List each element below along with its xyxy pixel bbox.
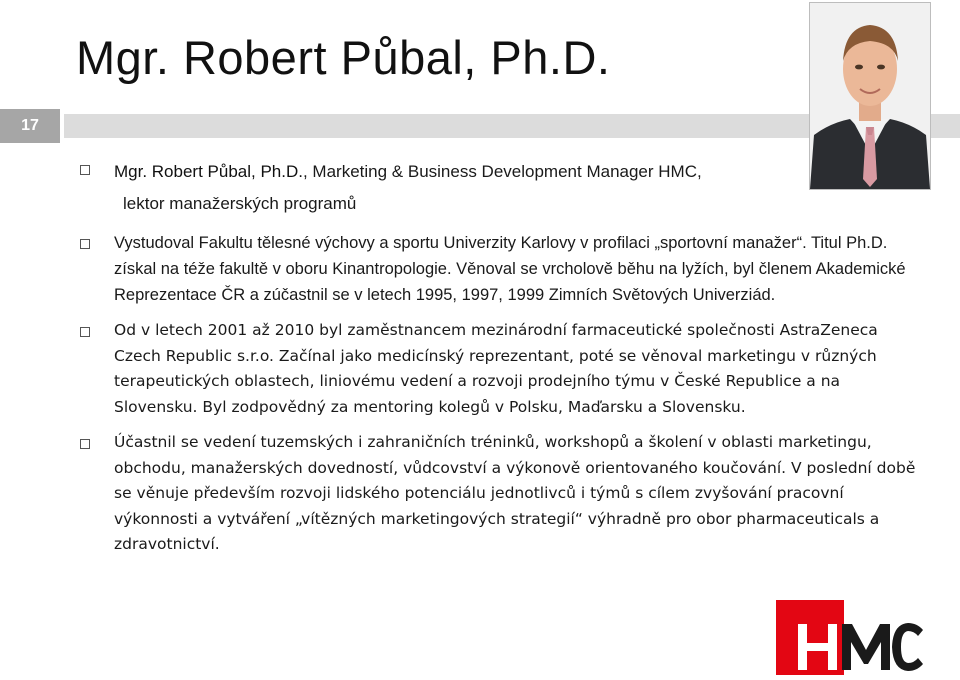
slide-title: Mgr. Robert Půbal, Ph.D. <box>76 31 611 84</box>
bullet-text: Vystudoval Fakultu tělesné výchovy a sportu Univerzity Karlovy v profilaci „sportovní manažer“. Titul Ph.D. získal na téže fakultě v oboru Kinantropologie. Věnoval se vrcholově běhu na lyžích, byl členem Akademické Reprezentace ČR a zúčastnil se v letech 1995, 1997, 1999 Zimních Světových Univerziád. <box>114 234 906 304</box>
list-item <box>80 318 920 420</box>
bullet-square-icon <box>80 239 90 249</box>
hmc-logo-image <box>776 600 926 675</box>
bullet-text: Účastnil se vedení tuzemských i zahraničních tréninků, workshopů a školení v oblasti marketingu, obchodu, manažerských dovedností, vůdcovství a výkonově orientovaného koučování. V poslední době se věnuje především rozvoji lidského potenciálu jednotlivců i týmů s cílem zvyšování pracovní výkonnosti a vytváření „vítězných marketingových strategií“ výhradně pro obor pharmaceuticals a zdravotnictví. <box>114 433 916 553</box>
list-item <box>80 156 920 220</box>
list-item <box>80 430 920 558</box>
bullet-text: Od v letech 2001 až 2010 byl zaměstnancem mezinárodní farmaceutické společnosti AstraZeneca Czech Republic s.r.o. Začínal jako medicínský reprezentant, poté se věnoval marketingu v různých terapeutických oblastech, liniovému vedení a rozvoji prodejního týmu v České Republice a na Slovensku. Byl zodpovědný za mentoring kolegů v Polsku, Maďarsku a Slovensku. <box>114 321 878 416</box>
person-name: Mgr. Robert Půbal, Ph.D. <box>114 162 303 181</box>
bullet-list <box>80 156 920 568</box>
person-role: , Marketing & Business Development Manager HMC, <box>302 162 702 181</box>
slide-number: 17 <box>0 109 60 143</box>
bullet-square-icon <box>80 165 90 175</box>
list-item <box>80 230 920 308</box>
bullet-square-icon <box>80 327 90 337</box>
hmc-logo <box>776 600 926 675</box>
bullet-square-icon <box>80 439 90 449</box>
person-role-continuation: lektor manažerských programů <box>123 194 357 213</box>
